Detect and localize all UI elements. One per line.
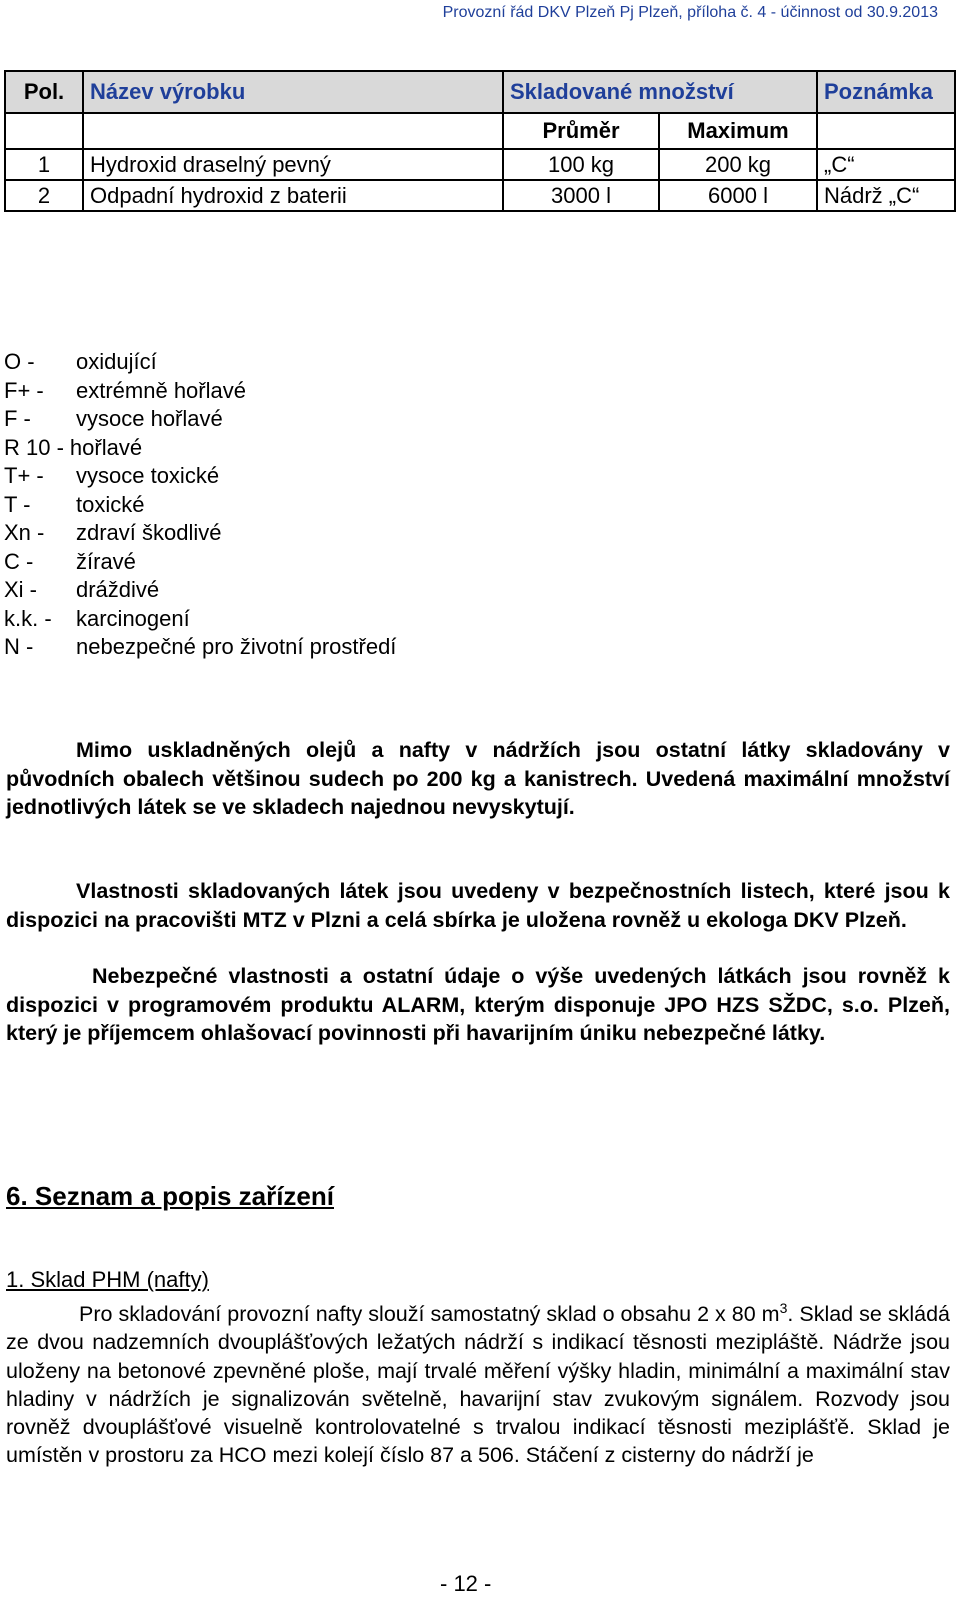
cell-pol: 2 xyxy=(5,180,83,211)
legend-item: Xn - zdraví škodlivé xyxy=(4,520,222,545)
cell-note: Nádrž „C“ xyxy=(817,180,955,211)
legend-item: C - žíravé xyxy=(4,548,136,574)
alarm-program-paragraph: Nebezpečné vlastnosti a ostatní údaje o výše uvedených látkách jsou rovněž k dispozici v programovém produktu ALARM, kterým disponuje JPO HZS SŽDC, s.o. Plzeň, který je příjemcem ohlašovací povinnosti při havarijním úniku nebezpečné látky. xyxy=(6,964,950,1045)
table-row xyxy=(5,180,955,211)
storage-note-paragraph: Mimo uskladněných olejů a nafty v nádržích jsou ostatní látky skladovány v původních obalech většinou sudech po 200 kg a kanistrech. Uvedená maximální množství jednotlivých látek se ve skladech najednou nevyskytují. xyxy=(6,738,950,819)
header-qty: Skladované množství xyxy=(503,71,817,113)
cell-avg: 3000 l xyxy=(503,180,659,211)
legend-item: F+ - extrémně hořlavé xyxy=(4,377,246,403)
legend-item: T+ - vysoce toxické xyxy=(4,463,220,488)
fuel-storage-description: Pro skladování provozní nafty slouží samostatný sklad o obsahu 2 x 80 $m^3$. Sklad se skládá ze dvou nadzemních dvouplášťových ležatých nádrží s indikací těsnosti mezipláště. Nádrže jsou uloženy na betonové zpevněné ploše, mají trvalé měření výšky hladin, minimální a maximální stav hladiny v nádržích je signalizován světelně, havarijní stav zvukovým signálem. Rozvody jsou rovněž dvouplášťové visuelně kontrolovatelné s trvalou indikací těsnosti meziplášťě. Sklad je umístěn v prostoru za HCO mezi kolejí číslo 87 a 506. Stáčení z cisterny do nádrží je xyxy=(6,1300,950,1468)
legend-item: k.k. - karcinogení xyxy=(4,605,190,631)
table-header-row xyxy=(5,71,955,113)
hazard-legend xyxy=(4,348,396,662)
legend-item: T - toxické xyxy=(4,491,145,517)
subsection-title: 1. Sklad PHM (nafty) xyxy=(6,1267,209,1292)
legend-item: F - vysoce hořlavé xyxy=(4,406,223,431)
cell-name: Hydroxid draselný pevný xyxy=(83,149,503,180)
cell-avg: 100 kg xyxy=(503,149,659,180)
legend-item: Xi - dráždivé xyxy=(4,577,160,602)
page-number: - 12 - xyxy=(440,1571,492,1596)
legend-item: O - oxidující xyxy=(4,349,157,374)
header-pol: Pol. xyxy=(5,71,83,113)
table-subheader-row xyxy=(5,113,955,149)
stock-table xyxy=(4,70,956,212)
header-note: Poznámka xyxy=(817,71,955,113)
legend-item: R 10 - hořlavé xyxy=(4,434,143,460)
cell-note: „C“ xyxy=(817,149,955,180)
subheader-max: Maximum xyxy=(659,113,817,149)
cell-max: 6000 l xyxy=(659,180,817,211)
cell-max: 200 kg xyxy=(659,149,817,180)
header-name: Název výrobku xyxy=(83,71,503,113)
cell-name: Odpadní hydroxid z baterii xyxy=(83,180,503,211)
section-title: 6. Seznam a popis zařízení xyxy=(6,1181,334,1211)
safety-sheets-paragraph: Vlastnosti skladovaných látek jsou uvedeny v bezpečnostních listech, které jsou k dispozici na pracovišti MTZ v Plzni a celá sbírka je uložena rovněž u ekologa DKV Plzeň. xyxy=(6,879,950,932)
table-row xyxy=(5,149,955,180)
subheader-avg: Průměr xyxy=(503,113,659,149)
document-header: Provozní řád DKV Plzeň Pj Plzeň, příloha č. 4 - účinnost od 30.9.2013 xyxy=(442,4,938,21)
cell-pol: 1 xyxy=(5,149,83,180)
legend-item: N - nebezpečné pro životní prostředí xyxy=(4,634,397,659)
